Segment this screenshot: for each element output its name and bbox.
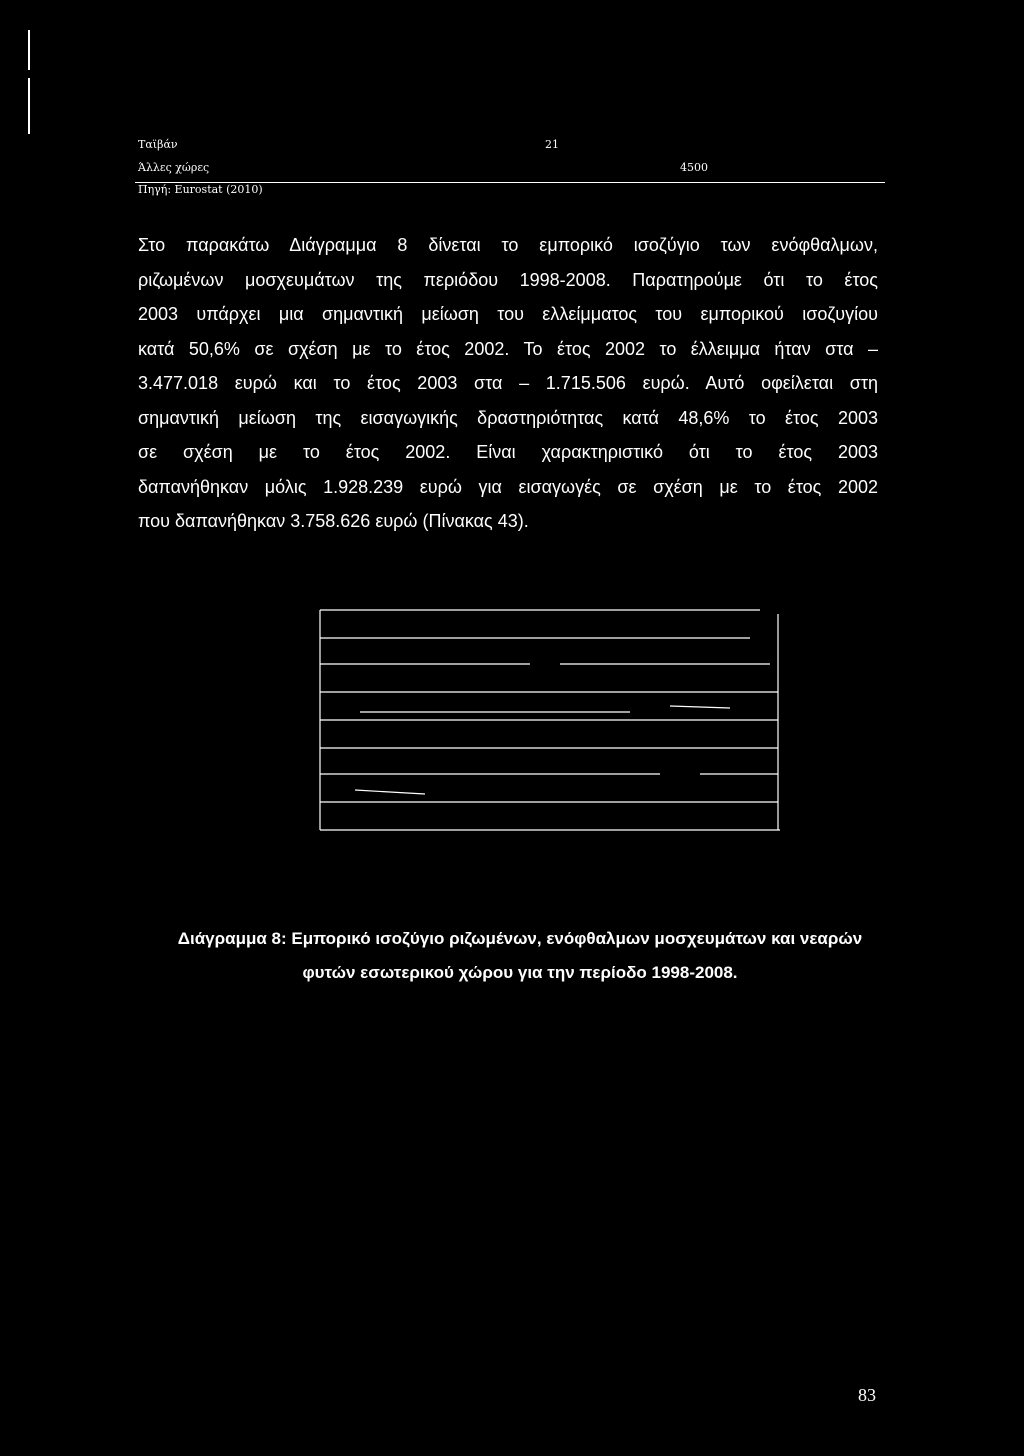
series-line [670,706,730,708]
paragraph-line: σε σχέση με το έτος 2002. Είναι χαρακτηριστικό ότι το έτος 2003 [138,442,878,462]
paragraph-line: Στο παρακάτω Διάγραμμα 8 δίνεται το εμπορικό ισοζύγιο των ενόφθαλμων, [138,235,878,255]
caption-line-1: Διάγραμμα 8: Εμπορικό ισοζύγιο ριζωμένων, ενόφθαλμων μοσχευμάτων και νεαρών [177,929,863,948]
scan-edge-line-bottom [28,78,30,134]
series-line [355,790,425,794]
table-row-value-other: 4500 [680,161,708,174]
paragraph-line: δαπανήθηκαν μόλις 1.928.239 ευρώ για εισαγωγές σε σχέση με το έτος 2002 [138,476,878,497]
paragraph-line: σημαντική μείωση της εισαγωγικής δραστηριότητας κατά 48,6% το έτος 2003 [138,407,878,428]
table-source: Πηγή: Eurostat (2010) [138,183,263,196]
table-row-value-taiwan: 21 [545,138,559,151]
scan-edge-line-top [28,30,30,70]
paragraph-line: ριζωμένων μοσχευμάτων της περιόδου 1998-2008. Παρατηρούμε ότι το έτος [138,269,878,290]
body-paragraph [138,228,878,539]
paragraph-line: που δαπανήθηκαν 3.758.626 ευρώ (Πίνακας 43). [138,511,529,531]
paragraph-line: κατά 50,6% σε σχέση με το έτος 2002. Το έτος 2002 το έλλειμμα ήταν στα – [138,338,878,359]
page-number: 83 [858,1385,876,1405]
paragraph-line: 2003 υπάρχει μια σημαντική μείωση του ελλείμματος του εμπορικού ισοζυγίου [138,304,878,324]
table-row-label-taiwan: Ταϊβάν [138,138,178,151]
caption-line-2: φυτών εσωτερικού χώρου για την περίοδο 1998-2008. [302,963,738,982]
diagram-8-graphic [300,600,800,840]
diagram-caption [100,922,940,990]
paragraph-line: 3.477.018 ευρώ και το έτος 2003 στα – 1.715.506 ευρώ. Αυτό οφείλεται στη [138,373,878,393]
table-row-label-other: Άλλες χώρες [138,161,210,174]
